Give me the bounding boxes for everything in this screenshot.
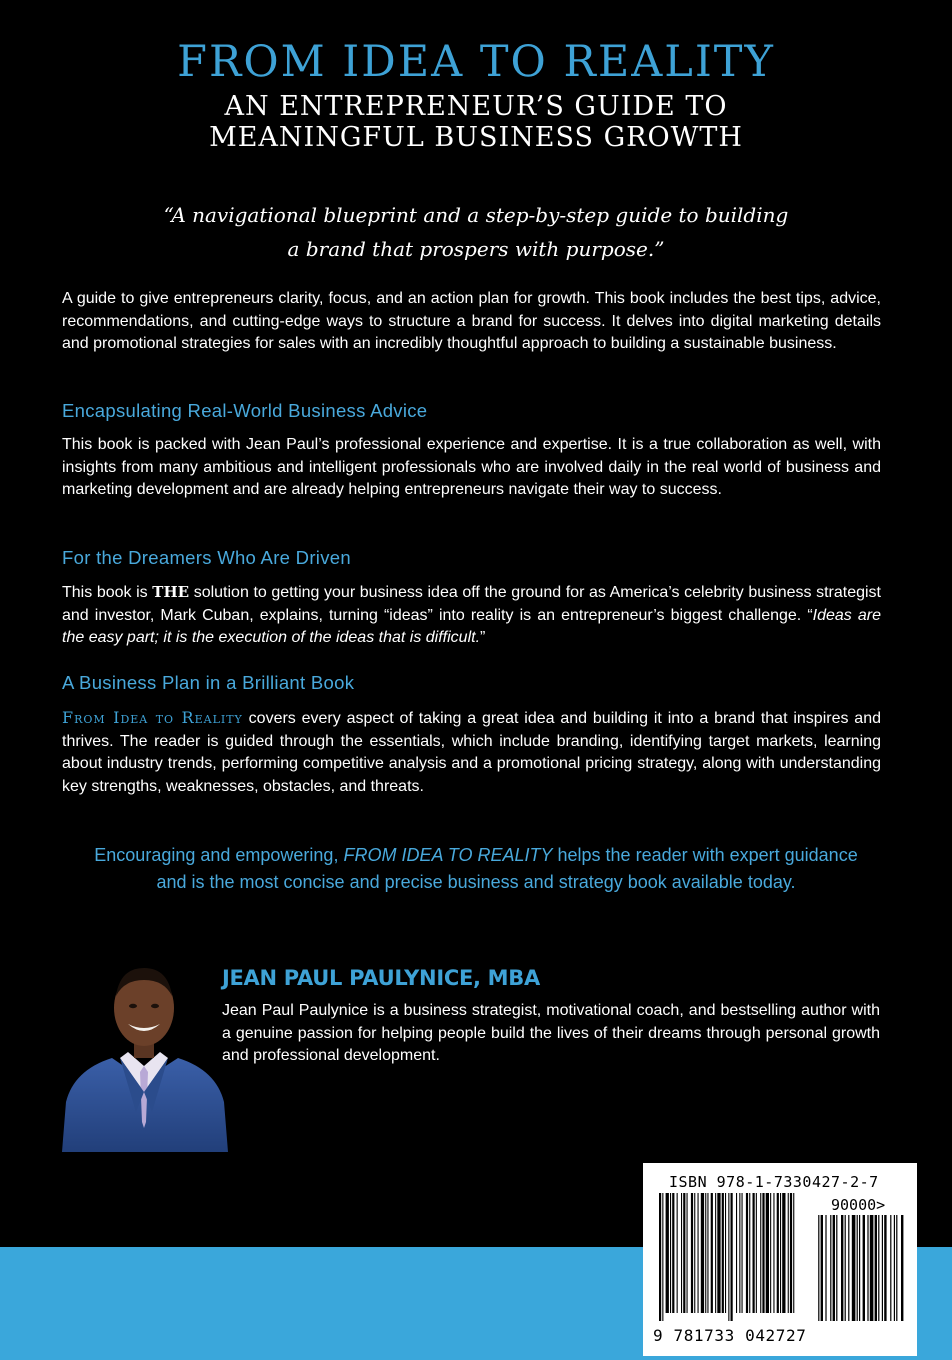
book-subtitle-line2: MEANINGFUL BUSINESS GROWTH [209, 122, 743, 153]
barcode-bar [672, 1193, 674, 1313]
barcode-bar [711, 1193, 713, 1313]
barcode-bar [762, 1193, 764, 1313]
barcode-bar [681, 1193, 682, 1313]
barcode-bar [790, 1193, 792, 1313]
closing-statement [0, 842, 952, 896]
barcode-bar [698, 1193, 699, 1313]
section3-lead: From Idea to Reality [62, 708, 243, 727]
author-bio: Jean Paul Paulynice is a business strategist, motivational coach, and bestselling author with a genuine passion for helping people build the lives of their dreams through personal growth and professional development. [222, 1002, 880, 1064]
addon-barcode-bar [890, 1215, 891, 1321]
barcode-bar [722, 1193, 724, 1313]
section1-body: This book is packed with Jean Paul’s professional experience and expertise. It is a true collaboration as well, with insights from many ambitious and intelligent professionals who are involved daily in the real world of business and marketing development and are already helping entrepreneurs navigate their way to success. [62, 436, 881, 498]
section2-end: ” [480, 629, 486, 646]
barcode-bar [677, 1193, 678, 1313]
barcode-bar [691, 1193, 693, 1313]
author-photo [60, 962, 230, 1152]
barcode-bar [717, 1193, 720, 1313]
barcode-bar [773, 1193, 774, 1313]
book-title: FROM IDEA TO REALITY [177, 37, 775, 87]
addon-barcode-bar [859, 1215, 860, 1321]
addon-barcode-bar [821, 1215, 823, 1321]
addon-barcode-bar [896, 1215, 897, 1321]
isbn-label: ISBN 978-1-7330427-2-7 [669, 1173, 879, 1191]
barcode-bar [683, 1193, 685, 1313]
barcode-bar [715, 1193, 716, 1313]
barcode-graphic [655, 1193, 907, 1325]
pull-quote-line1: “A navigational blueprint and a step-by-step guide to building [163, 203, 789, 227]
addon-barcode-bar [845, 1215, 846, 1321]
barcode-bar [753, 1193, 755, 1313]
addon-barcode-bar [841, 1215, 843, 1321]
isbn-barcode-block [643, 1163, 917, 1356]
barcode-bar [770, 1193, 771, 1313]
barcode-bar [756, 1193, 757, 1313]
barcode-bar [793, 1193, 794, 1313]
barcode-bar [670, 1193, 671, 1313]
section2-body [62, 581, 881, 650]
ean-number: 9 781733 042727 [653, 1326, 807, 1345]
barcode-bar [739, 1193, 740, 1313]
barcode-bar [780, 1193, 781, 1313]
addon-barcode-bar [867, 1215, 868, 1321]
closing-title: FROM IDEA TO REALITY [343, 845, 553, 865]
barcode-bar [788, 1193, 789, 1313]
addon-barcode-bar [830, 1215, 831, 1321]
pull-quote-line2: a brand that prospers with purpose.” [287, 237, 665, 261]
price-addon-code: 90000> [831, 1196, 886, 1214]
barcode-bar [731, 1193, 733, 1321]
barcode-bar [707, 1193, 708, 1313]
addon-barcode-bar [852, 1215, 856, 1321]
barcode-bar [746, 1193, 748, 1313]
addon-barcode-bar [836, 1215, 837, 1321]
barcode-bar [705, 1193, 706, 1313]
section1-heading: Encapsulating Real-World Business Advice [62, 400, 428, 421]
barcode-bar [736, 1193, 737, 1313]
addon-barcode-bar [833, 1215, 835, 1321]
addon-barcode-bar [870, 1215, 874, 1321]
section2-pre: This book is [62, 584, 148, 601]
section3-heading: A Business Plan in a Brilliant Book [62, 672, 355, 693]
pull-quote [0, 198, 952, 266]
section2-italic-quote: Ideas are the easy part; it is the execution of the ideas that is difficult. [62, 606, 881, 646]
addon-barcode-bar [818, 1215, 819, 1321]
barcode-bar [662, 1193, 663, 1321]
barcode-bar [659, 1193, 661, 1321]
barcode-bar [766, 1193, 769, 1313]
closing-post: helps the reader with expert guidance [557, 845, 858, 865]
barcode-bar [760, 1193, 761, 1313]
closing-pre: Encouraging and empowering, [94, 845, 339, 865]
addon-barcode-bar [875, 1215, 877, 1321]
addon-barcode-bar [848, 1215, 849, 1321]
addon-barcode-bar [884, 1215, 886, 1321]
addon-barcode-bar [863, 1215, 865, 1321]
addon-barcode-bar [894, 1215, 895, 1321]
barcode-bar [777, 1193, 779, 1313]
barcode-bar [742, 1193, 743, 1313]
barcode-bar [694, 1193, 695, 1313]
barcode-bar [728, 1193, 729, 1321]
closing-line2: and is the most concise and precise business and strategy book available today. [156, 872, 796, 892]
addon-barcode-bar [857, 1215, 858, 1321]
barcode-bar [782, 1193, 785, 1313]
barcode-bar [725, 1193, 726, 1313]
addon-barcode-bar [882, 1215, 883, 1321]
barcode-bar [749, 1193, 750, 1313]
barcode-bar [666, 1193, 669, 1313]
addon-barcode-bar [901, 1215, 903, 1321]
barcode-bar [687, 1193, 688, 1313]
author-name: JEAN PAUL PAULYNICE, MBA [222, 966, 540, 990]
section2-heading: For the Dreamers Who Are Driven [62, 547, 351, 568]
addon-barcode-bar [825, 1215, 826, 1321]
section3-body [62, 707, 881, 798]
section2-mid: solution to getting your business idea off the ground for as America’s celebrity business strategist and investor, Mark Cuban, explains, turning “ideas” into reality is an entrepreneur’s biggest challenge. “ [62, 584, 881, 624]
section3-text: covers every aspect of taking a great idea and building it into a brand that inspires and thrives. The reader is guided through the essentials, which include branding, identifying target markets, learning about industry trends, performing competitive analysis and a promotional pricing strategy, along with understanding key strengths, weaknesses, obstacles, and threats. [62, 710, 882, 795]
intro-paragraph: A guide to give entrepreneurs clarity, focus, and an action plan for growth. This book includes the best tips, advice, recommendations, and cutting-edge ways to structure a brand for success. It delves into digital marketing details and promotional strategies for sales with an incredibly thoughtful approach to building a sustainable business. [62, 290, 881, 352]
section2-emphasis: THE [152, 583, 190, 601]
addon-barcode-bar [878, 1215, 879, 1321]
book-subtitle-line1: AN ENTREPRENEUR’S GUIDE TO [224, 91, 728, 122]
barcode-bar [701, 1193, 704, 1313]
